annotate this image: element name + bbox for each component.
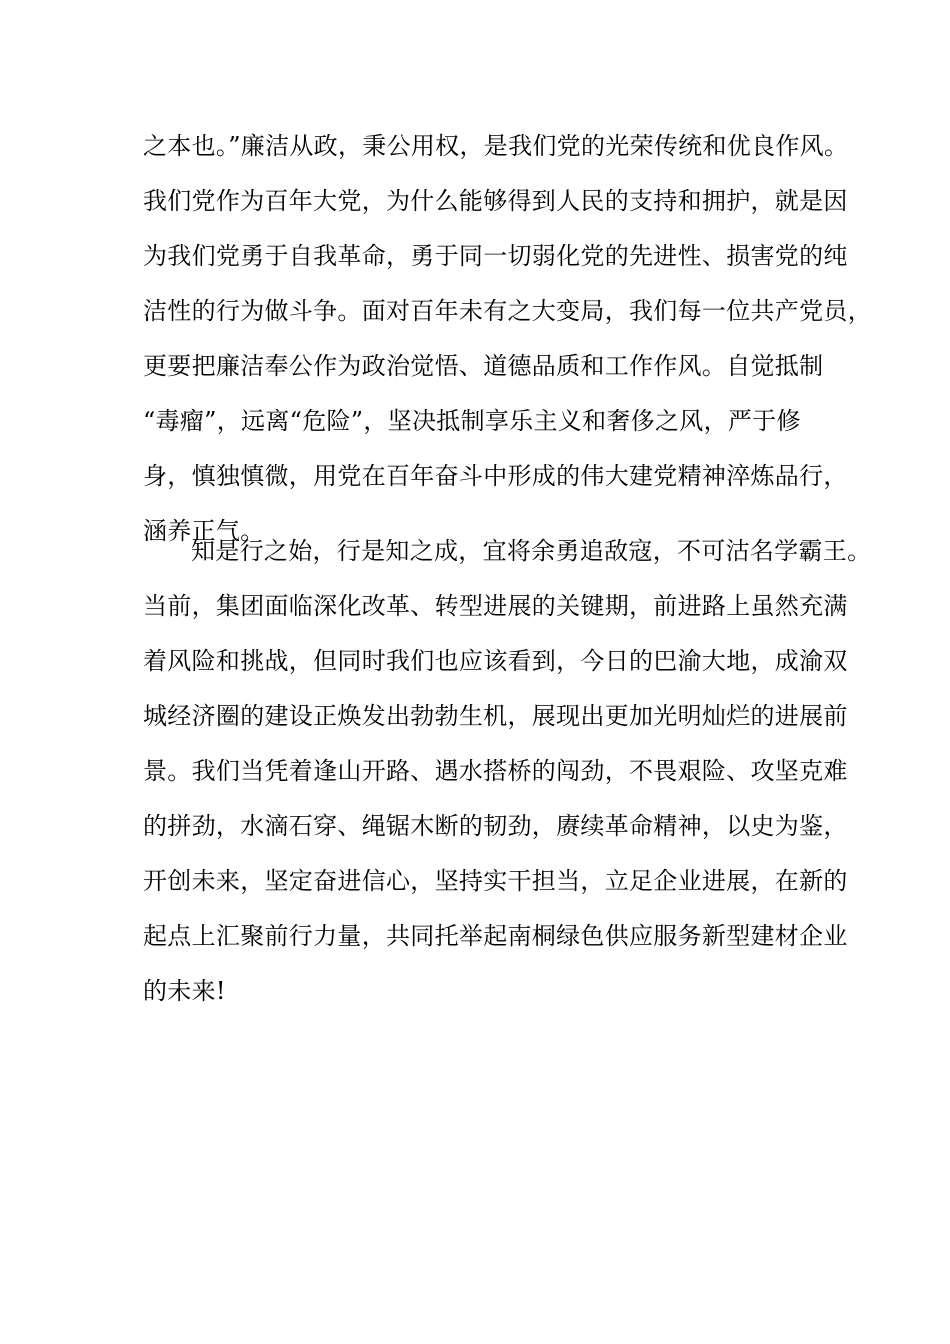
paragraph-line: 涵养正气。 xyxy=(143,517,265,545)
paragraph-line: 当前，集团面临深化改革、转型进展的关键期，前进路上虽然充满 xyxy=(143,592,848,620)
paragraph-line: 的未来! xyxy=(143,977,226,1005)
paragraph-line: 着风险和挑战，但同时我们也应该看到，今日的巴渝大地，成渝双 xyxy=(143,647,848,675)
paragraph-line: 更要把廉洁奉公作为政治觉悟、道德品质和工作作风。自觉抵制 xyxy=(143,352,824,380)
paragraph-line: 身，慎独慎微，用党在百年奋斗中形成的伟大建党精神淬炼品行， xyxy=(143,462,848,490)
paragraph-line: 城经济圈的建设正焕发出勃勃生机，展现出更加光明灿烂的进展前 xyxy=(143,702,848,730)
paragraph-line: 为我们党勇于自我革命，勇于同一切弱化党的先进性、损害党的纯 xyxy=(143,242,848,270)
paragraph-line: 的拼劲，水滴石穿、绳锯木断的韧劲，赓续革命精神，以史为鉴， xyxy=(143,812,848,840)
paragraph-line: 景。我们当凭着逢山开路、遇水搭桥的闯劲，不畏艰险、攻坚克难 xyxy=(143,757,848,785)
paragraph-line: 洁性的行为做斗争。面对百年未有之大变局，我们每一位共产党员， xyxy=(143,297,872,325)
paragraph-line: 开创未来，坚定奋进信心，坚持实干担当，立足企业进展，在新的 xyxy=(143,867,848,895)
paragraph-line: 起点上汇聚前行力量，共同托举起南桐绿色供应服务新型建材企业 xyxy=(143,922,848,950)
paragraph-line: “毒瘤”，远离“危险”，坚决抵制享乐主义和奢侈之风，严于修 xyxy=(143,407,801,435)
paragraph-line: 我们党作为百年大党，为什么能够得到人民的支持和拥护，就是因 xyxy=(143,187,848,215)
paragraph-line: 知是行之始，行是知之成，宜将余勇追敌寇，不可沽名学霸王。 xyxy=(191,537,872,565)
paragraph-line: 之本也。”廉洁从政，秉公用权，是我们党的光荣传统和优良作风。 xyxy=(143,132,849,160)
